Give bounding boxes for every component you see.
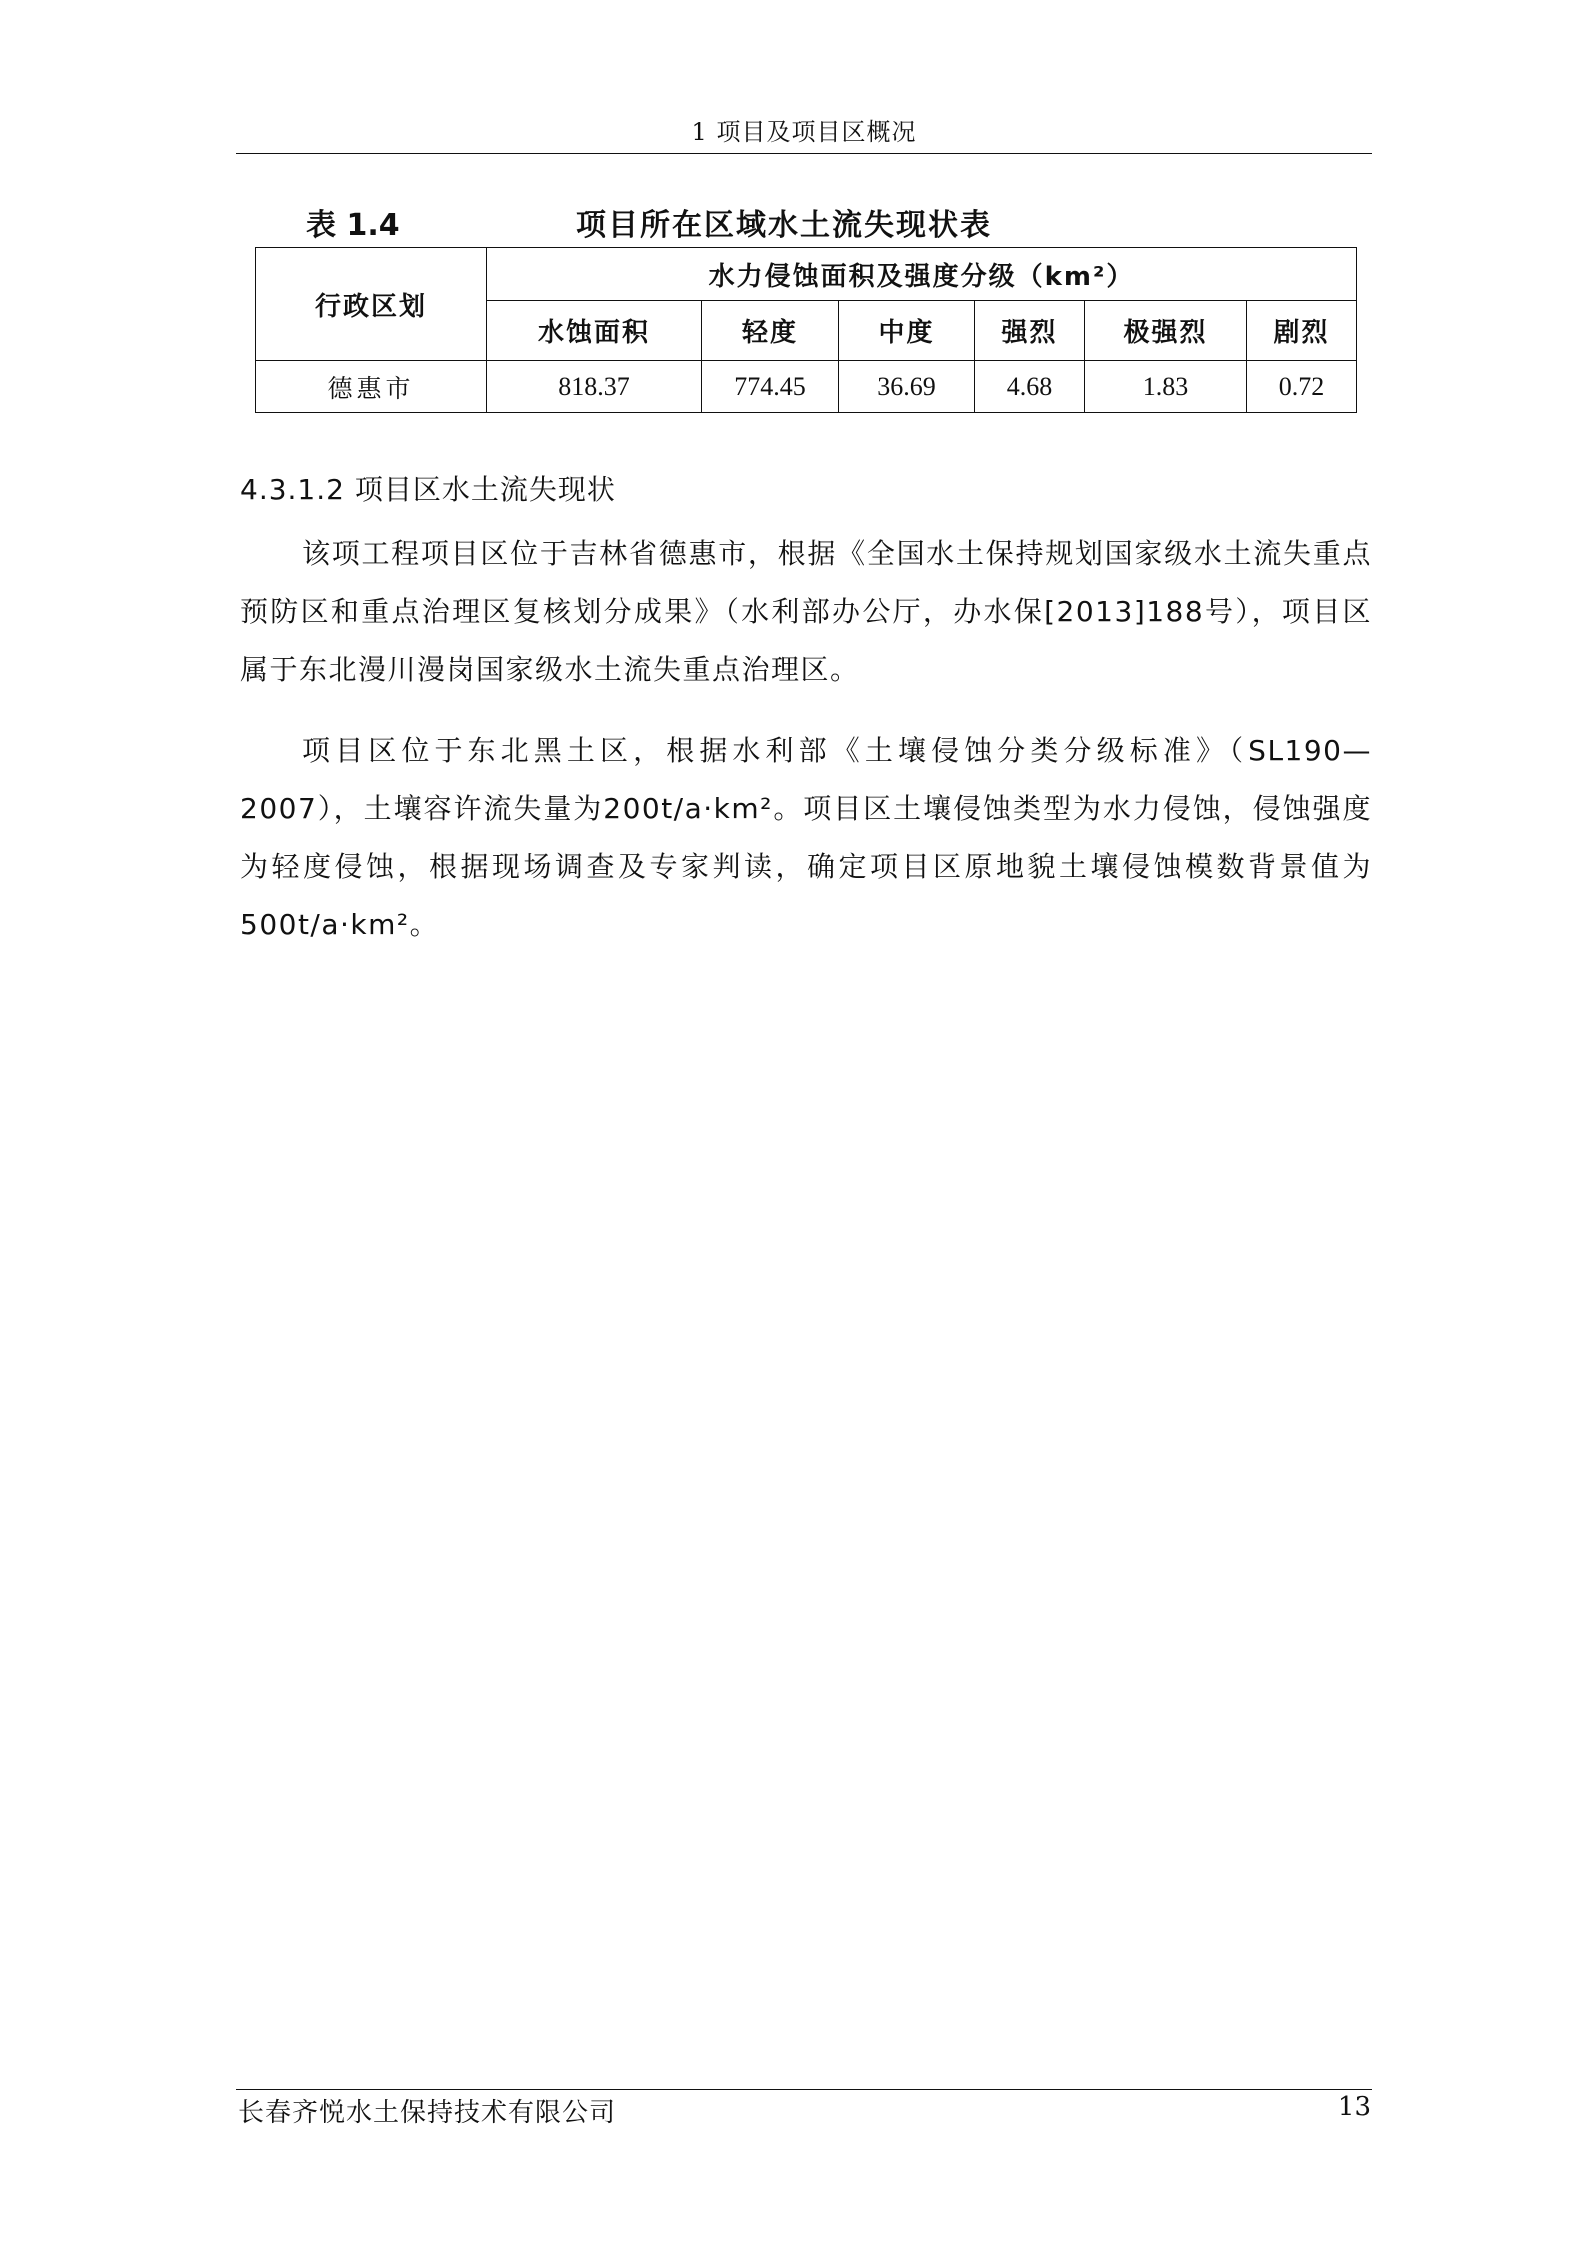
col-group-header: 水力侵蚀面积及强度分级（km²） (487, 248, 1357, 301)
table-header-row (256, 248, 1357, 301)
table-row (256, 361, 1357, 413)
paragraph-1: 该项工程项目区位于吉林省德惠市，根据《全国水土保持规划国家级水土流失重点预防区和重点治理区复核划分成果》（水利部办公厅，办水保[2013]188号），项目区属于东北漫川漫岗国家级水土流失重点治理区。 (240, 537, 1372, 686)
col-header-region: 行政区划 (256, 248, 487, 361)
cell-erosion-area: 818.37 (487, 361, 702, 413)
col-header-intense: 强烈 (975, 301, 1085, 361)
table-caption-number: 表 1.4 (306, 208, 400, 243)
cell-region: 德惠市 (256, 361, 487, 413)
col-header-erosion-area: 水蚀面积 (487, 301, 702, 361)
footer-company: 长春齐悦水土保持技术有限公司 (238, 2098, 617, 2128)
cell-intense: 4.68 (975, 361, 1085, 413)
col-header-severe: 剧烈 (1247, 301, 1357, 361)
footer-rule (236, 2089, 1372, 2090)
col-header-moderate: 中度 (839, 301, 975, 361)
col-header-light: 轻度 (702, 301, 839, 361)
section-heading: 4.3.1.2 项目区水土流失现状 (240, 473, 616, 506)
cell-very-intense: 1.83 (1085, 361, 1247, 413)
cell-severe: 0.72 (1247, 361, 1357, 413)
running-header: 1 项目及项目区概况 (691, 118, 917, 146)
page-number: 13 (1337, 2092, 1371, 2122)
header-rule (236, 153, 1372, 154)
erosion-status-table (255, 247, 1357, 413)
cell-light: 774.45 (702, 361, 839, 413)
cell-moderate: 36.69 (839, 361, 975, 413)
col-header-very-intense: 极强烈 (1085, 301, 1247, 361)
table-caption-title: 项目所在区域水土流失现状表 (576, 208, 992, 243)
paragraph-2: 项目区位于东北黑土区，根据水利部《土壤侵蚀分类分级标准》（SL190—2007），土壤容许流失量为200t/a·km²。项目区土壤侵蚀类型为水力侵蚀，侵蚀强度为轻度侵蚀，根据现场调查及专家判读，确定项目区原地貌土壤侵蚀模数背景值为500t/a·km²。 (240, 734, 1372, 941)
